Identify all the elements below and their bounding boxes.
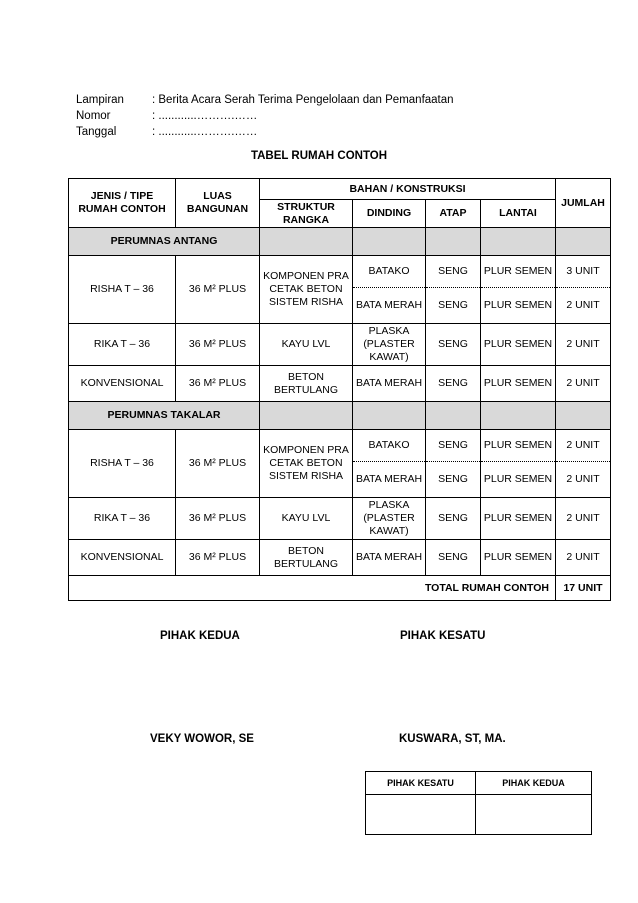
table-title: TABEL RUMAH CONTOH (250, 150, 388, 162)
header-value: : ............……….…… (152, 126, 258, 138)
cell-luas: 36 M² PLUS (176, 498, 260, 540)
table-row (69, 498, 611, 540)
signature-role-left: PIHAK KEDUA (160, 630, 240, 642)
header-value: : Berita Acara Serah Terima Pengelolaan dan Pemanfaatan (152, 94, 454, 106)
header-atap: ATAP (426, 200, 481, 228)
cell-type: RIKA T – 36 (69, 498, 176, 540)
paraf-header-kesatu: PIHAK KESATU (366, 772, 476, 795)
table-row (69, 256, 611, 288)
cell-jumlah: 2 UNIT (556, 324, 611, 366)
header-label: Nomor (76, 110, 111, 122)
cell-type: RISHA T – 36 (69, 430, 176, 498)
cell-luas: 36 M² PLUS (176, 430, 260, 498)
cell-struktur: KAYU LVL (260, 498, 353, 540)
header-bahan: BAHAN / KONSTRUKSI (260, 179, 556, 200)
cell-struktur: BETON BERTULANG (260, 366, 353, 402)
total-label: TOTAL RUMAH CONTOH (69, 576, 556, 601)
section-title: PERUMNAS ANTANG (69, 228, 260, 256)
cell-jumlah: 2 UNIT (556, 462, 611, 498)
cell-lantai: PLUR SEMEN (481, 256, 556, 288)
table-row (69, 430, 611, 462)
cell-jumlah: 2 UNIT (556, 498, 611, 540)
header-row-lampiran (76, 92, 454, 108)
header-row-tanggal (76, 124, 454, 140)
cell-lantai: PLUR SEMEN (481, 430, 556, 462)
cell-dinding: BATAKO (353, 430, 426, 462)
table-row (69, 324, 611, 366)
header-jumlah: JUMLAH (556, 179, 611, 228)
total-row (69, 576, 611, 601)
section-row (69, 228, 611, 256)
cell-jumlah: 2 UNIT (556, 540, 611, 576)
cell-atap: SENG (426, 324, 481, 366)
cell-dinding: BATA MERAH (353, 540, 426, 576)
cell-lantai: PLUR SEMEN (481, 462, 556, 498)
cell-atap: SENG (426, 498, 481, 540)
paraf-header-kedua: PIHAK KEDUA (476, 772, 592, 795)
cell-jumlah: 2 UNIT (556, 430, 611, 462)
cell-luas: 36 M² PLUS (176, 324, 260, 366)
cell-dinding: PLASKA (PLASTER KAWAT) (353, 498, 426, 540)
cell-luas: 36 M² PLUS (176, 540, 260, 576)
cell-luas: 36 M² PLUS (176, 366, 260, 402)
cell-lantai: PLUR SEMEN (481, 498, 556, 540)
cell-jumlah: 2 UNIT (556, 288, 611, 324)
header-label: Tanggal (76, 126, 117, 138)
paraf-cell-kedua (476, 795, 592, 835)
cell-lantai: PLUR SEMEN (481, 288, 556, 324)
cell-dinding: BATA MERAH (353, 288, 426, 324)
cell-lantai: PLUR SEMEN (481, 540, 556, 576)
header-luas: LUAS BANGUNAN (176, 179, 260, 228)
cell-atap: SENG (426, 462, 481, 498)
table-row (69, 366, 611, 402)
cell-dinding: BATA MERAH (353, 462, 426, 498)
header-struktur: STRUKTUR RANGKA (260, 200, 353, 228)
section-title: PERUMNAS TAKALAR (69, 402, 260, 430)
cell-type: RIKA T – 36 (69, 324, 176, 366)
cell-lantai: PLUR SEMEN (481, 324, 556, 366)
cell-jumlah: 2 UNIT (556, 366, 611, 402)
cell-struktur: BETON BERTULANG (260, 540, 353, 576)
document-header (76, 92, 454, 140)
cell-atap: SENG (426, 288, 481, 324)
header-lantai: LANTAI (481, 200, 556, 228)
header-row-nomor (76, 108, 454, 124)
signature-name-right: KUSWARA, ST, MA. (399, 733, 506, 745)
cell-lantai: PLUR SEMEN (481, 366, 556, 402)
cell-type: KONVENSIONAL (69, 540, 176, 576)
paraf-box (365, 771, 592, 835)
section-row (69, 402, 611, 430)
paraf-cell-kesatu (366, 795, 476, 835)
house-table (68, 178, 611, 601)
header-value: : ............……….…… (152, 110, 258, 122)
header-label: Lampiran (76, 94, 124, 106)
cell-luas: 36 M² PLUS (176, 256, 260, 324)
cell-type: RISHA T – 36 (69, 256, 176, 324)
cell-jumlah: 3 UNIT (556, 256, 611, 288)
cell-atap: SENG (426, 366, 481, 402)
cell-dinding: BATA MERAH (353, 366, 426, 402)
cell-dinding: PLASKA (PLASTER KAWAT) (353, 324, 426, 366)
table-row (69, 540, 611, 576)
cell-struktur: KOMPONEN PRA CETAK BETON SISTEM RISHA (260, 430, 353, 498)
cell-struktur: KOMPONEN PRA CETAK BETON SISTEM RISHA (260, 256, 353, 324)
signature-name-left: VEKY WOWOR, SE (150, 733, 254, 745)
cell-atap: SENG (426, 430, 481, 462)
cell-type: KONVENSIONAL (69, 366, 176, 402)
header-dinding: DINDING (353, 200, 426, 228)
cell-atap: SENG (426, 256, 481, 288)
cell-atap: SENG (426, 540, 481, 576)
total-value: 17 UNIT (556, 576, 611, 601)
signature-role-right: PIHAK KESATU (400, 630, 486, 642)
cell-struktur: KAYU LVL (260, 324, 353, 366)
cell-dinding: BATAKO (353, 256, 426, 288)
header-jenis: JENIS / TIPE RUMAH CONTOH (69, 179, 176, 228)
